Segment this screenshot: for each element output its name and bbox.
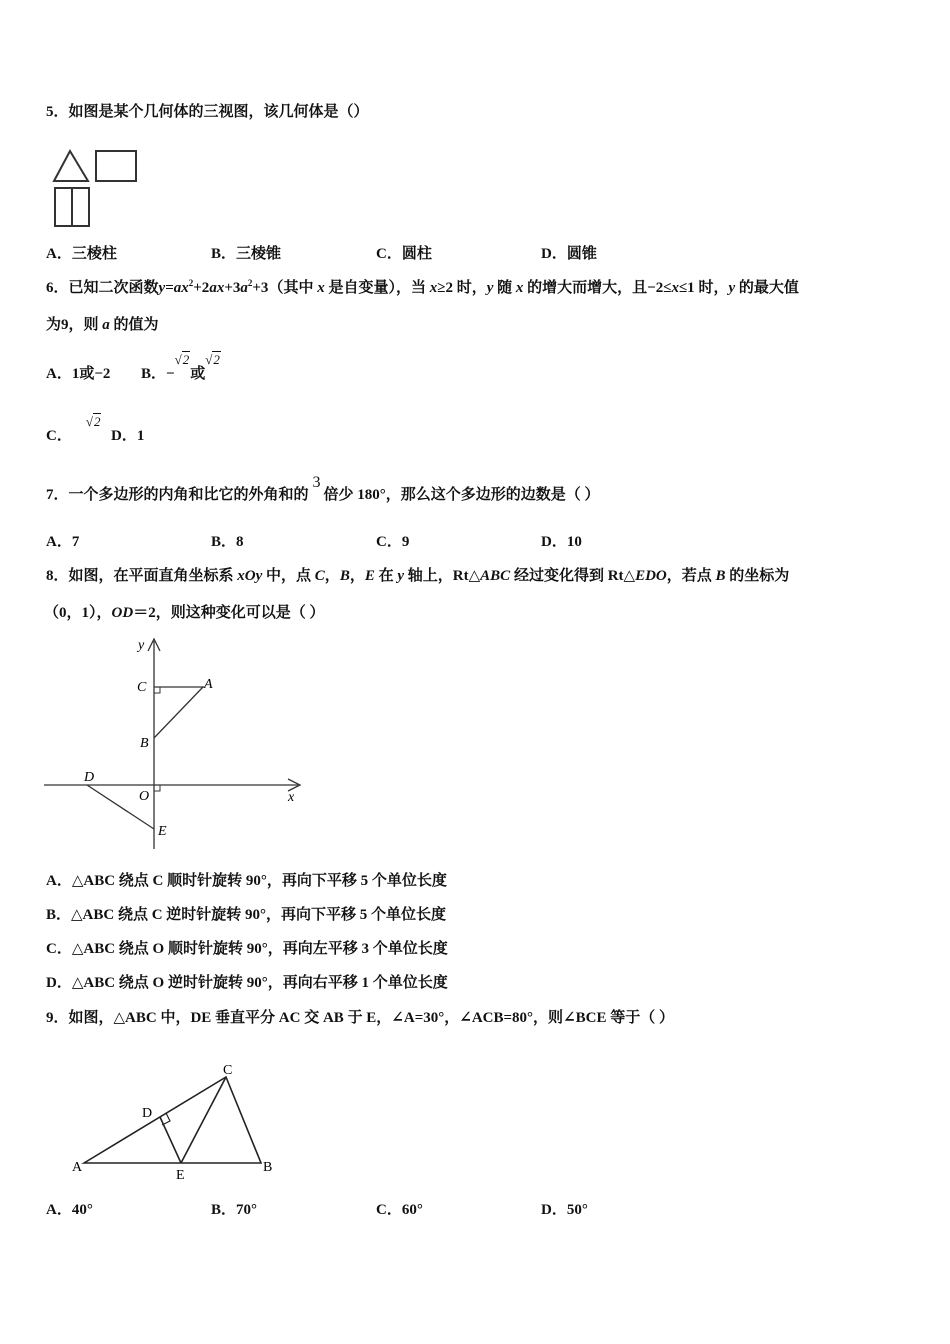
q6-stem-line2: 为9，则 a 的值为 — [46, 317, 159, 333]
q8-option-d[interactable]: D．△ABC 绕点 O 逆时针旋转 90°，再向右平移 1 个单位长度 — [46, 975, 448, 991]
point-label-e: E — [158, 824, 167, 839]
q5-option-a[interactable]: A．三棱柱 — [46, 246, 117, 262]
q5-option-c[interactable]: C．圆柱 — [376, 246, 432, 262]
sqrt-2: √2 — [85, 414, 101, 429]
q5-option-b[interactable]: B．三棱锥 — [211, 246, 282, 262]
sqrt-2: √2 — [205, 352, 220, 367]
q5-stem: 5．如图是某个几何体的三视图，该几何体是（） — [46, 104, 369, 120]
point-label-c: C — [137, 680, 147, 695]
point-label-o: O — [139, 789, 150, 804]
point-label-d: D — [84, 770, 95, 785]
q6-option-a[interactable]: A．1或−2 — [46, 366, 111, 382]
q8-option-b[interactable]: B．△ABC 绕点 C 逆时针旋转 90°，再向下平移 5 个单位长度 — [46, 907, 447, 923]
q7-option-c[interactable]: C．9 — [376, 534, 410, 550]
q5-three-views-figure — [50, 146, 142, 232]
q9-option-c[interactable]: C．60° — [376, 1202, 423, 1218]
point-label-e: E — [176, 1168, 185, 1183]
q6-option-b[interactable]: B．−√2或√2 — [141, 352, 220, 382]
point-label-b: B — [140, 736, 149, 751]
vertex-label-c: C — [223, 1063, 233, 1078]
q9-option-d[interactable]: D．50° — [541, 1202, 588, 1218]
q6-option-d[interactable]: D．1 — [111, 428, 145, 444]
q6-option-c[interactable]: C．√2 — [46, 414, 101, 444]
q7-option-d[interactable]: D．10 — [541, 534, 582, 550]
point-label-d: D — [142, 1106, 153, 1121]
q8-coordinate-figure — [44, 635, 304, 850]
sqrt-2: √2 — [174, 352, 190, 367]
axis-label-y: y — [138, 638, 145, 653]
q9-option-b[interactable]: B．70° — [211, 1202, 258, 1218]
q5-option-d[interactable]: D．圆锥 — [541, 246, 597, 262]
q8-stem-line2: （0，1），OD＝2，则这种变化可以是（ ） — [44, 605, 325, 621]
q7-stem: 7．一个多边形的内角和比它的外角和的3倍少 180°，那么这个多边形的边数是（ ） — [46, 474, 600, 503]
q8-option-c[interactable]: C．△ABC 绕点 O 顺时针旋转 90°，再向左平移 3 个单位长度 — [46, 941, 448, 957]
axis-label-x: x — [288, 790, 295, 805]
point-label-a: A — [204, 677, 213, 692]
q6-stem-line1: 6．已知二次函数$y=ax^2+2ax+3a^2+3$（其中 x 是自变量），当 x≥2 时，y 随 x 的增大而增大，且−2≤x≤1 时，y 的最大值 — [46, 278, 799, 296]
q9-triangle-figure — [66, 1055, 286, 1185]
q9-stem: 9．如图，△ABC 中，DE 垂直平分 AC 交 AB 于 E，∠A=30°，∠ACB=80°，则∠BCE 等于（ ） — [46, 1010, 674, 1026]
vertex-label-b: B — [263, 1160, 273, 1175]
q7-option-a[interactable]: A．7 — [46, 534, 80, 550]
q7-option-b[interactable]: B．8 — [211, 534, 244, 550]
q8-stem-line1: 8．如图，在平面直角坐标系 xOy 中，点 C，B，E 在 y 轴上，Rt△ABC 经过变化得到 Rt△EDO，若点 B 的坐标为 — [46, 568, 790, 584]
q9-option-a[interactable]: A．40° — [46, 1202, 93, 1218]
vertex-label-a: A — [72, 1160, 83, 1175]
q8-option-a[interactable]: A．△ABC 绕点 C 顺时针旋转 90°，再向下平移 5 个单位长度 — [46, 873, 447, 889]
